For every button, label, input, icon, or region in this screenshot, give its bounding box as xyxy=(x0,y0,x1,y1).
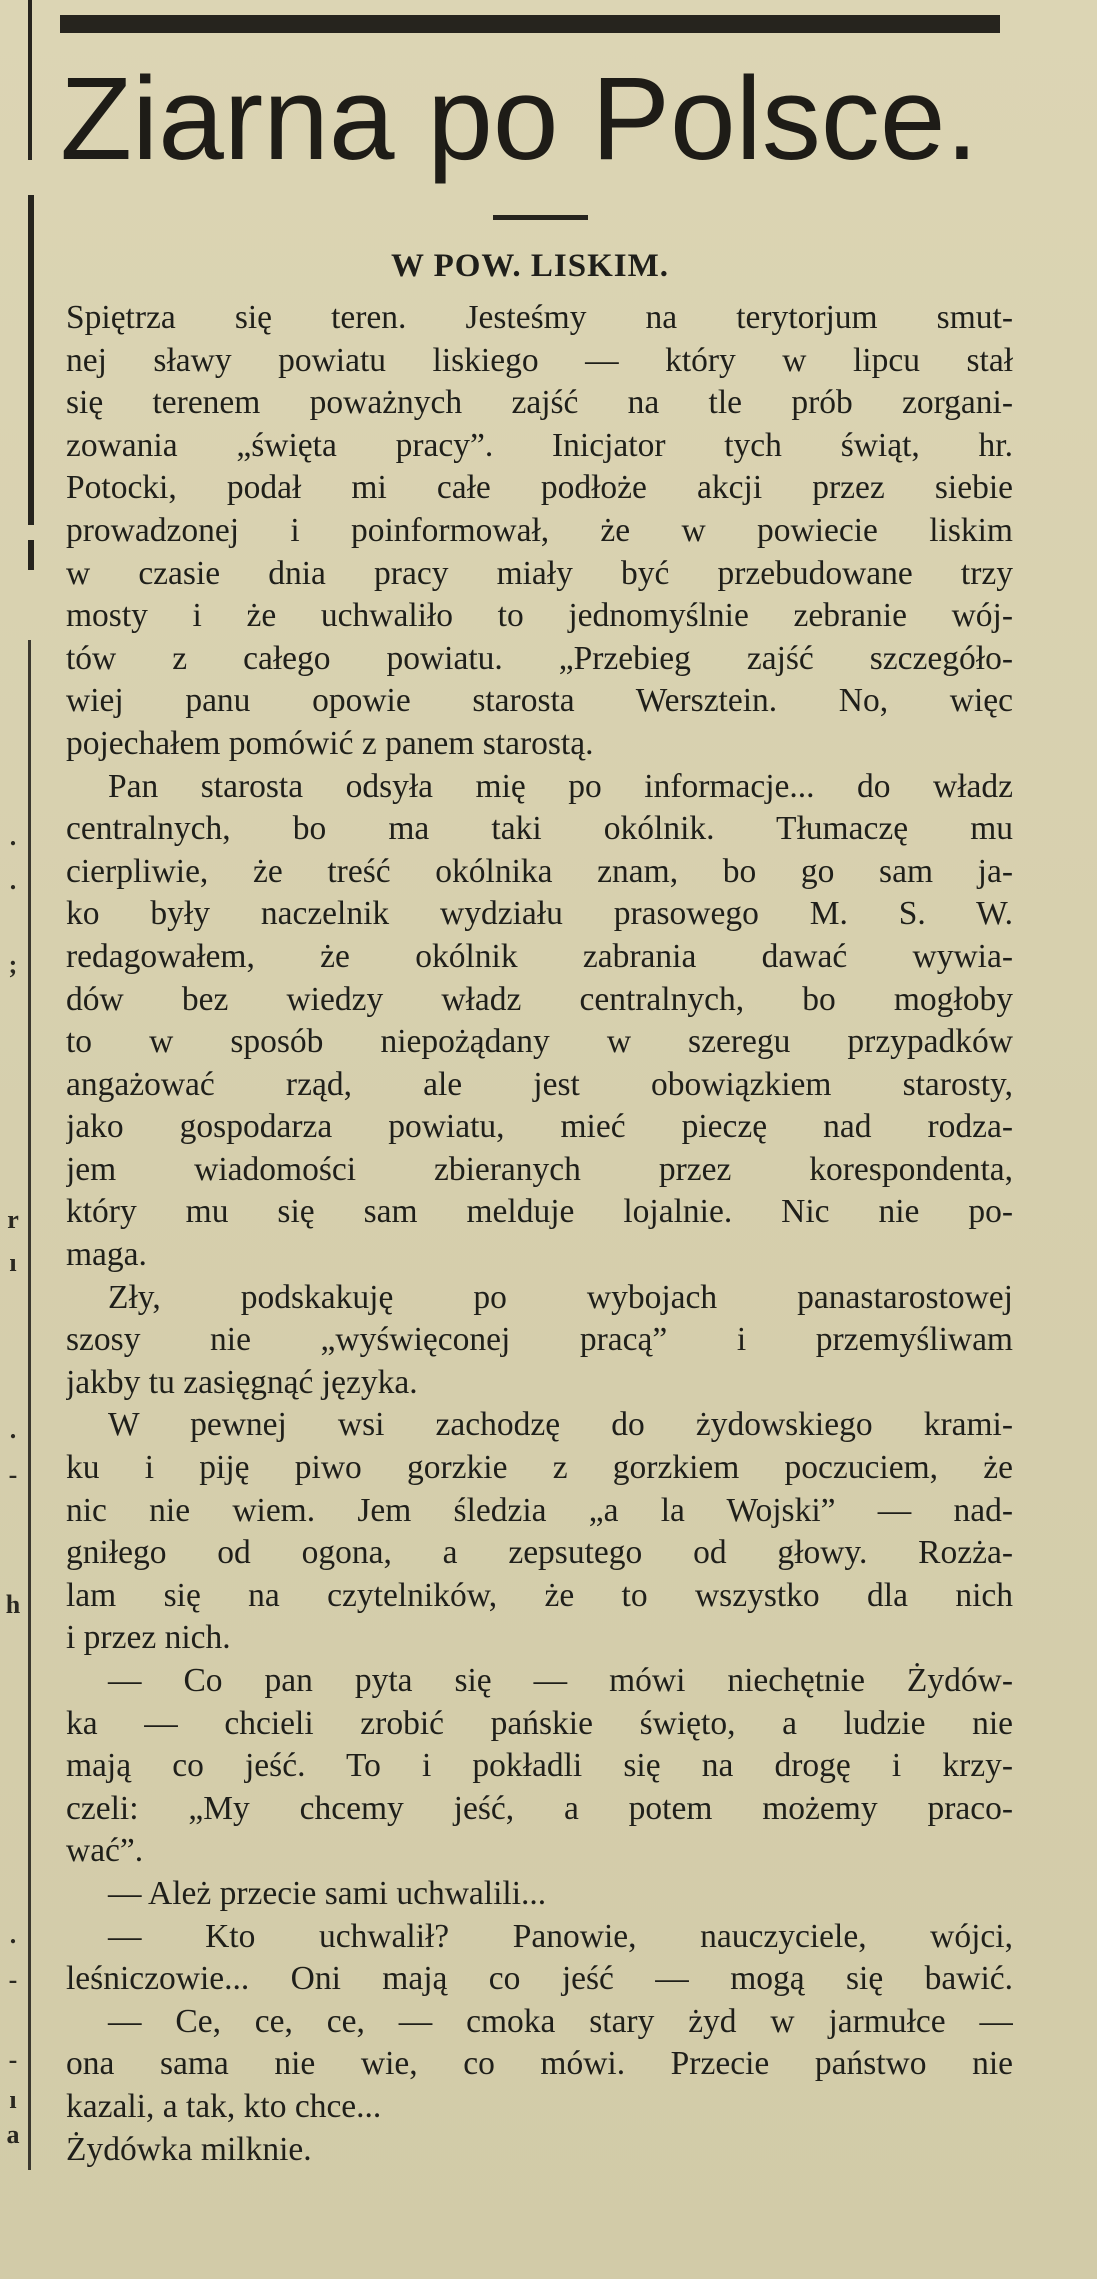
article-line: tów z całego powiatu. „Przebieg zajść szczegóło- xyxy=(66,639,1013,677)
article-line: zowania „święta pracy”. Inicjator tych świąt, hr. xyxy=(66,426,1013,464)
article-line: W pewnej wsi zachodzę do żydowskiego krami- xyxy=(108,1406,1013,1444)
article-line: nej sławy powiatu liskiego — który w lipcu stał xyxy=(66,341,1013,379)
article-body xyxy=(66,297,1013,2171)
article-line: cierpliwie, że treść okólnika znam, bo go sam ja- xyxy=(66,852,1013,890)
article-line: — Ależ przecie sami uchwalili... xyxy=(108,1874,547,1912)
article-line: czeli: „My chcemy jeść, a potem możemy praco- xyxy=(66,1789,1013,1827)
article-line: pojechałem pomówić z panem starostą. xyxy=(66,724,594,762)
article-line: — Co pan pyta się — mówi niechętnie Żydów- xyxy=(108,1662,1013,1699)
article-line: ka — chcieli zrobić pańskie święto, a ludzie nie xyxy=(66,1704,1013,1742)
article-line: Żydówka milknie. xyxy=(66,2130,312,2168)
article-line: jem wiadomości zbieranych przez korespondenta, xyxy=(66,1150,1013,1188)
neighbor-column-fragment: - xyxy=(8,1460,18,1489)
neighbor-column-fragment: a xyxy=(6,2120,20,2149)
neighbor-column-fragment: . xyxy=(9,1920,17,1949)
article-line: dów bez wiedzy władz centralnych, bo mogłoby xyxy=(66,980,1013,1018)
article-line: który mu się sam melduje lojalnie. Nic nie po- xyxy=(66,1193,1013,1231)
neighbor-column-fragment: . xyxy=(9,1415,17,1444)
neighbor-column-fragment: - xyxy=(8,2045,18,2074)
article-line: Potocki, podał mi całe podłoże akcji przez siebie xyxy=(66,469,1013,507)
article-line: ku i piję piwo gorzkie z gorzkiem poczuciem, że xyxy=(66,1449,1013,1487)
article-line: lam się na czytelników, że to wszystko dla nich xyxy=(66,1576,1013,1614)
article-line: redagowałem, że okólnik zabrania dawać wywia- xyxy=(66,937,1013,975)
neighbor-column-fragment: ; xyxy=(8,950,18,979)
column-divider xyxy=(28,0,32,160)
column-divider xyxy=(28,195,34,525)
article-line: Zły, podskakuję po wybojach panastarostowej xyxy=(108,1278,1013,1316)
article-line: — Kto uchwalił? Panowie, nauczyciele, wójci, xyxy=(108,1917,1013,1955)
column-divider xyxy=(28,540,34,570)
neighbor-column-fragment: . xyxy=(9,866,17,895)
article-line: — Ce, ce, ce, — cmoka stary żyd w jarmułce — xyxy=(108,2002,1013,2040)
article-line: i przez nich. xyxy=(66,1619,231,1657)
article-line: w czasie dnia pracy miały być przebudowane trzy xyxy=(66,554,1013,592)
article-line: to w sposób niepożądany w szeregu przypadków xyxy=(66,1023,1013,1061)
article-line: ko były naczelnik wydziału prasowego M. S. W. xyxy=(66,895,1013,933)
article-line: Spiętrza się teren. Jesteśmy na terytorjum smut- xyxy=(66,299,1013,336)
neighbor-column-fragment: - xyxy=(8,1965,18,1994)
article-line: wać”. xyxy=(66,1832,144,1870)
neighbor-column-fragment: . xyxy=(9,822,17,851)
article-line: szosy nie „wyświęconej pracą” i przemyśliwam xyxy=(66,1321,1013,1359)
article-line: mosty i że uchwaliło to jednomyślnie zebranie wój- xyxy=(66,597,1013,635)
neighbor-column-fragment: r xyxy=(7,1205,19,1234)
article-line: kazali, a tak, kto chce... xyxy=(66,2087,382,2125)
article-line: maga. xyxy=(66,1236,147,1274)
article-line: się terenem poważnych zajść na tle prób zorgani- xyxy=(66,384,1013,422)
neighbor-column-fragment: ı xyxy=(9,2085,17,2114)
article-headline: Ziarna po Polsce. xyxy=(60,53,979,185)
neighbor-column-fragment: h xyxy=(5,1590,21,1619)
headline-divider xyxy=(493,215,588,220)
article-line: mają co jeść. To i pokładli się na drogę i krzy- xyxy=(66,1747,1013,1785)
neighbor-column-fragment: ı xyxy=(9,1248,17,1277)
article-line: wiej panu opowie starosta Wersztein. No, więc xyxy=(66,682,1013,720)
article-line: prowadzonej i poinformował, że w powiecie liskim xyxy=(66,511,1013,549)
article-line: centralnych, bo ma taki okólnik. Tłumaczę mu xyxy=(66,810,1013,848)
article-line: jako gospodarza powiatu, mieć pieczę nad rodza- xyxy=(66,1108,1013,1146)
article-line: nic nie wiem. Jem śledzia „a la Wojski” — nad- xyxy=(66,1491,1013,1529)
top-rule xyxy=(60,15,1000,33)
article-subhead: W POW. LISKIM. xyxy=(390,248,670,284)
article-line: angażować rząd, ale jest obowiązkiem starosty, xyxy=(66,1065,1013,1103)
article-line: ona sama nie wie, co mówi. Przecie państwo nie xyxy=(66,2045,1013,2083)
article-line: jakby tu zasięgnąć języka. xyxy=(66,1363,418,1401)
column-divider xyxy=(28,640,31,2170)
article-line: gniłego od ogona, a zepsutego od głowy. Rozża- xyxy=(66,1534,1013,1572)
article-line: leśniczowie... Oni mają co jeść — mogą się bawić. xyxy=(66,1960,1013,1998)
article-line: Pan starosta odsyła mię po informacje... do władz xyxy=(108,767,1013,805)
